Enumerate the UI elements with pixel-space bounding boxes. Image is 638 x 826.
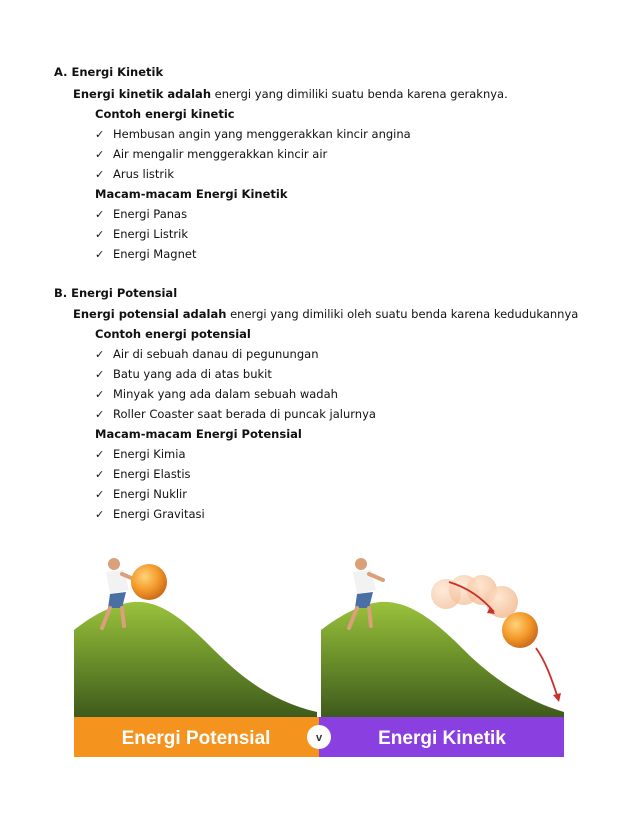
check-icon: ✓ [95,248,105,261]
list-item: ✓ Energi Nuklir [95,487,187,501]
arrowhead-icon [553,693,561,702]
energy-illustration [74,552,564,757]
check-icon: ✓ [95,148,105,161]
check-icon: ✓ [95,388,105,401]
section-b-definition [73,306,578,322]
check-icon: ✓ [95,408,105,421]
check-icon: ✓ [95,128,105,141]
list-item: ✓ Air di sebuah danau di pegunungan [95,347,319,361]
section-b-def-rest: energi yang dimiliki oleh suatu benda karena kedudukannya [226,307,579,321]
ball-rolling [502,612,538,648]
check-icon: ✓ [95,448,105,461]
check-icon: ✓ [95,368,105,381]
list-item: ✓ Arus listrik [95,167,175,181]
kinetic-panel [321,558,564,717]
check-icon: ✓ [95,468,105,481]
check-icon: ✓ [95,208,105,221]
list-item: ✓ Energi Elastis [95,467,191,481]
list-item: ✓ Energi Listrik [95,227,188,241]
list-item: ✓ Air mengalir menggerakkan kincir air [95,147,328,161]
kinetic-label: Energi Kinetik [378,728,506,749]
list-item: ✓ Energi Gravitasi [95,507,205,521]
hill-left [74,602,317,717]
check-icon: ✓ [95,488,105,501]
section-a-definition [73,86,508,102]
list-item: ✓ Energi Magnet [95,247,197,261]
list-item: ✓ Minyak yang ada dalam sebuah wadah [95,387,338,401]
section-b-def-term: Energi potensial adalah [73,307,227,321]
section-a-examples-heading: Contoh energi kinetic [95,107,235,121]
section-b-heading: B. Energi Potensial [54,286,178,300]
section-a-types-heading: Macam-macam Energi Kinetik [95,187,288,201]
section-b-examples-heading: Contoh energi potensial [95,327,251,341]
list-item: ✓ Energi Panas [95,207,188,221]
check-icon: ✓ [95,508,105,521]
motion-arrow [536,648,558,698]
list-item: ✓ Roller Coaster saat berada di puncak jalurnya [95,407,376,421]
section-b-types-heading: Macam-macam Energi Potensial [95,427,302,441]
check-icon: ✓ [95,348,105,361]
potential-panel [74,558,317,717]
potential-label: Energi Potensial [121,728,271,749]
list-item: ✓ Batu yang ada di atas bukit [95,367,272,381]
section-a-heading: A. Energi Kinetik [54,65,164,79]
ball-top [131,564,167,600]
check-icon: ✓ [95,228,105,241]
check-icon: ✓ [95,168,105,181]
list-item: ✓ Hembusan angin yang menggerakkan kincir angina [95,127,411,141]
section-a-def-rest: energi yang dimiliki suatu benda karena geraknya. [211,87,508,101]
vs-label: v [315,732,323,744]
list-item: ✓ Energi Kimia [95,447,186,461]
section-a-def-term: Energi kinetik adalah [73,87,211,101]
